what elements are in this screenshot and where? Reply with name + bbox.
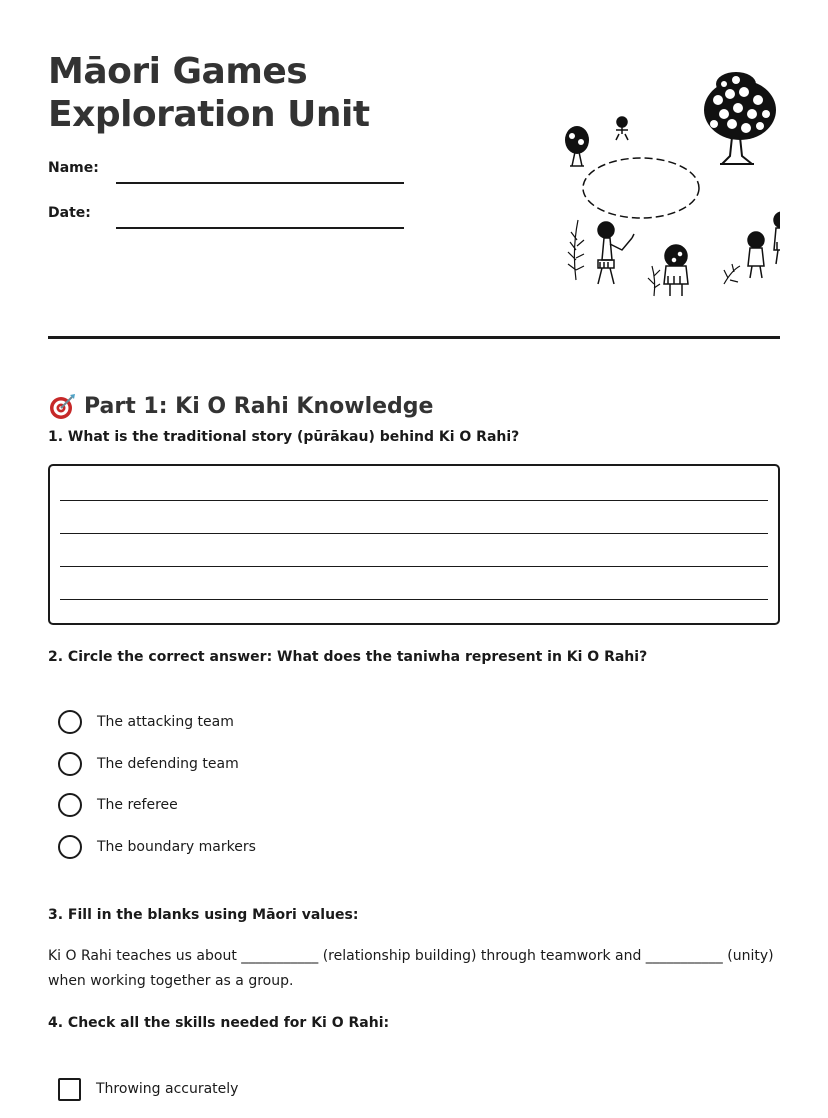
answer-line bbox=[60, 500, 768, 501]
small-tree-icon bbox=[565, 126, 589, 166]
target-dart-icon bbox=[48, 392, 76, 420]
radio-circle-icon[interactable] bbox=[58, 835, 82, 859]
q2-option-attacking-team[interactable] bbox=[58, 709, 234, 735]
answer-line bbox=[60, 566, 768, 567]
large-tree-icon bbox=[704, 72, 776, 140]
q2-option-defending-team[interactable] bbox=[58, 751, 239, 777]
answer-line bbox=[60, 599, 768, 600]
option-label: Throwing accurately bbox=[96, 1081, 239, 1097]
checkbox-icon[interactable] bbox=[58, 1078, 81, 1101]
question-4: 4. Check all the skills needed for Ki O Rahi: bbox=[48, 1015, 390, 1031]
option-label: The defending team bbox=[97, 756, 239, 772]
option-label: The referee bbox=[97, 797, 178, 813]
child-player-icon bbox=[598, 212, 780, 296]
question-3-fill-sentence: Ki O Rahi teaches us about ___________ (relationship building) through teamwork and ___________ (unity) when working together as a group. bbox=[48, 948, 774, 989]
date-input[interactable] bbox=[116, 227, 404, 229]
name-input[interactable] bbox=[116, 182, 404, 184]
question-1: 1. What is the traditional story (pūrākau) behind Ki O Rahi? bbox=[48, 429, 520, 445]
radio-circle-icon[interactable] bbox=[58, 793, 82, 817]
distant-child-icon bbox=[616, 117, 628, 140]
ki-o-rahi-field-illustration bbox=[514, 70, 780, 306]
option-label: The attacking team bbox=[97, 714, 234, 730]
q4-option-throwing-accurately[interactable] bbox=[58, 1076, 238, 1102]
radio-circle-icon[interactable] bbox=[58, 710, 82, 734]
worksheet-page bbox=[48, 0, 780, 1118]
q2-option-boundary-markers[interactable] bbox=[58, 834, 256, 860]
title-line-1: Māori Games bbox=[48, 51, 308, 92]
date-label: Date: bbox=[48, 205, 91, 221]
title-line-2: Exploration Unit bbox=[48, 94, 370, 135]
header-divider bbox=[48, 336, 780, 339]
option-label: The boundary markers bbox=[97, 839, 256, 855]
name-field-row bbox=[48, 160, 408, 190]
question-1-answer-box[interactable] bbox=[48, 464, 780, 625]
question-3: 3. Fill in the blanks using Māori values: bbox=[48, 907, 359, 923]
radio-circle-icon[interactable] bbox=[58, 752, 82, 776]
name-label: Name: bbox=[48, 160, 99, 176]
part1-heading bbox=[48, 392, 433, 420]
question-2: 2. Circle the correct answer: What does the taniwha represent in Ki O Rahi? bbox=[48, 649, 648, 665]
part1-heading-text: Part 1: Ki O Rahi Knowledge bbox=[84, 393, 434, 419]
q2-option-referee[interactable] bbox=[58, 792, 178, 818]
date-field-row bbox=[48, 205, 408, 235]
worksheet-title bbox=[48, 50, 370, 136]
answer-line bbox=[60, 533, 768, 534]
